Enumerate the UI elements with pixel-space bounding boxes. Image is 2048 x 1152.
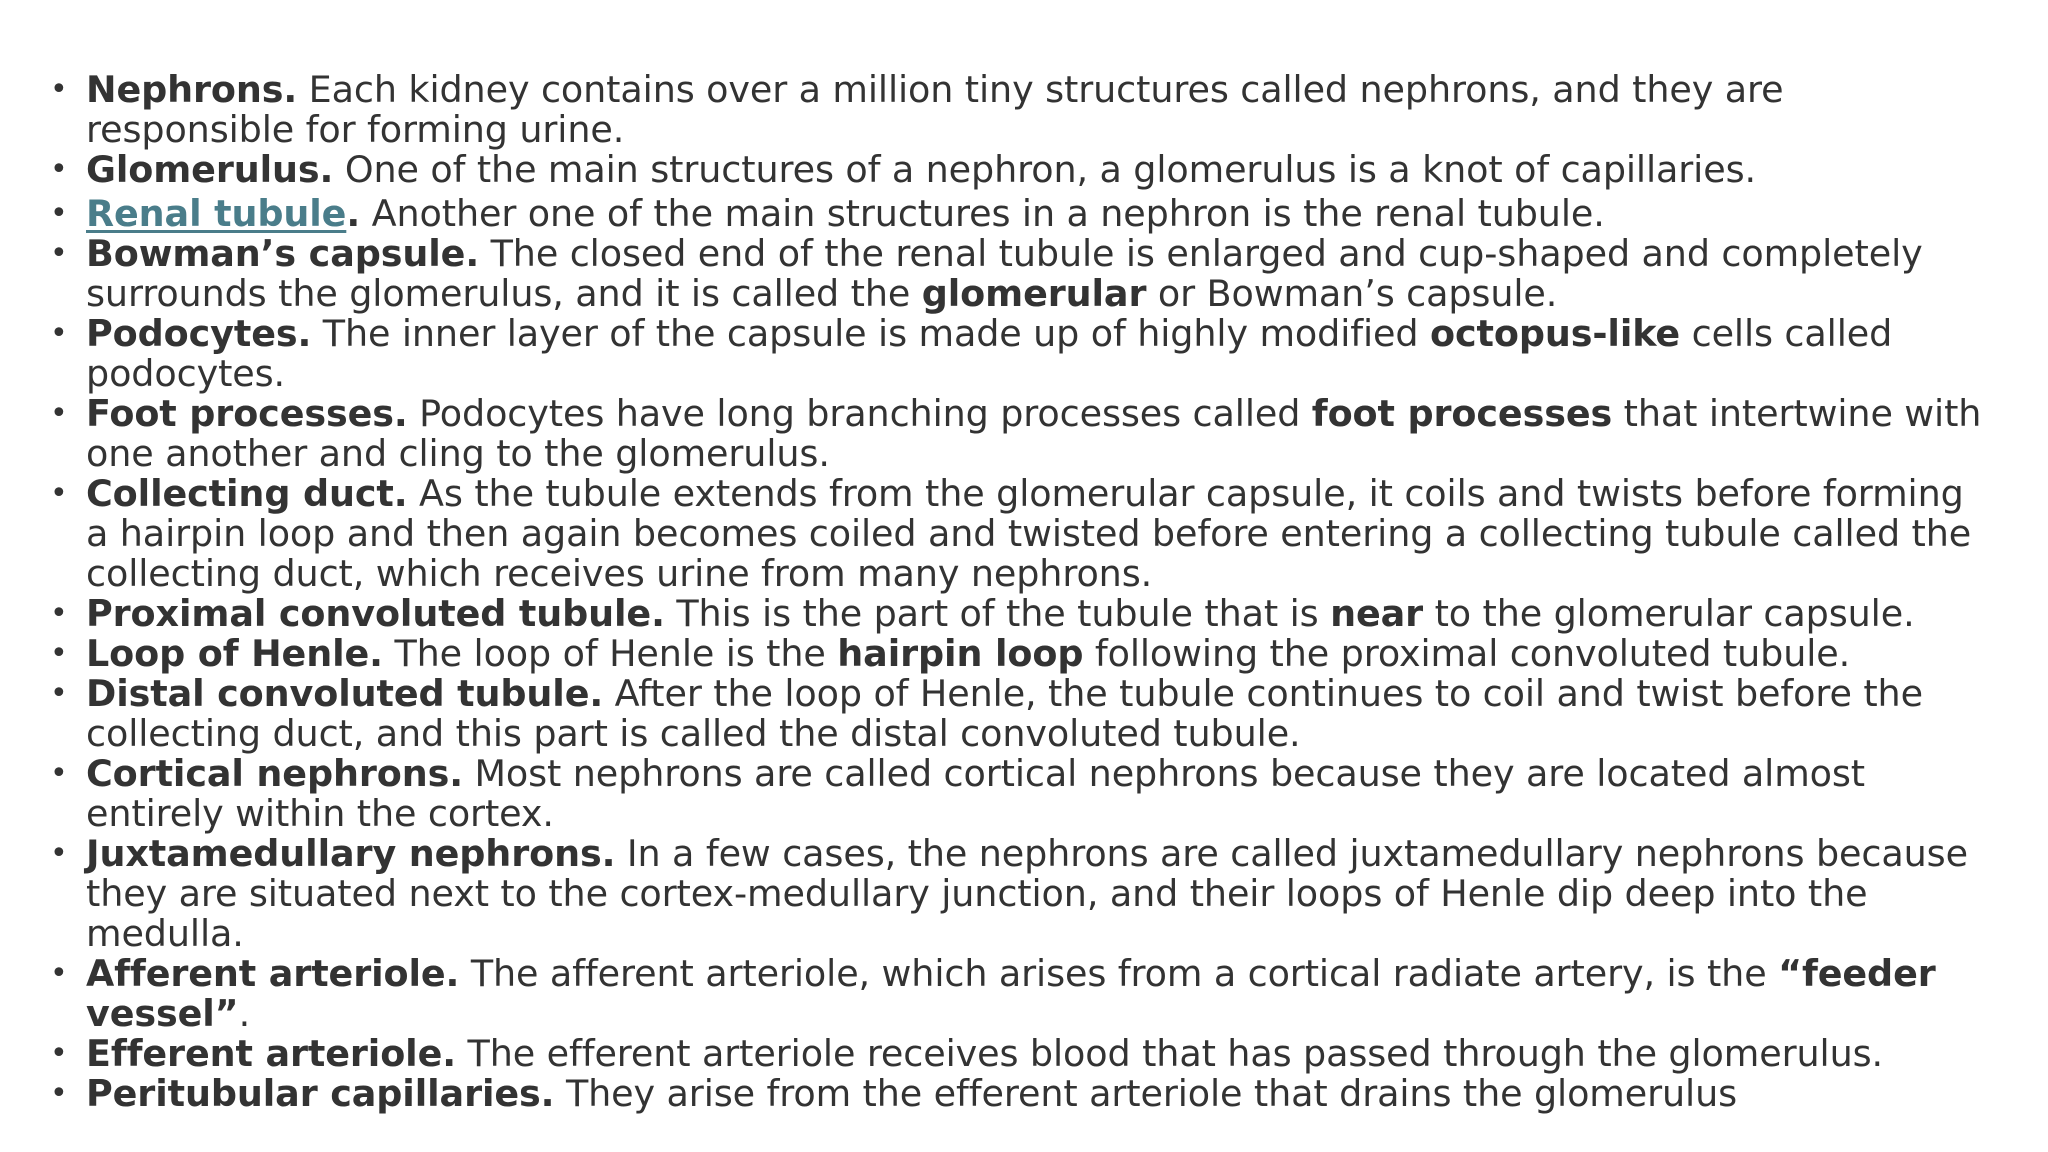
description-foot-processes-a: Podocytes have long branching processes called <box>407 392 1312 435</box>
description-proximal-a: This is the part of the tubule that is <box>664 592 1331 635</box>
description-proximal-b: to the glomerular capsule. <box>1423 592 1915 635</box>
description-efferent: The efferent arteriole receives blood that has passed through the glomerulus. <box>456 1032 1884 1075</box>
term-juxtamedullary-nephrons: Juxtamedullary nephrons. <box>86 832 616 875</box>
term-proximal-convoluted-tubule: Proximal convoluted tubule. <box>86 592 665 635</box>
description-glomerulus: One of the main structures of a nephron, a glomerulus is a knot of capillaries. <box>333 148 1756 191</box>
list-item-distal-convoluted-tubule <box>86 674 1986 754</box>
description-distal: After the loop of Henle, the tubule continues to coil and twist before the collecting duct, and this part is called the distal convoluted tubule. <box>86 672 1923 755</box>
term-afferent-arteriole: Afferent arteriole. <box>86 952 460 995</box>
description-peritubular: They arise from the efferent arteriole that drains the glomerulus <box>554 1072 1738 1115</box>
term-suffix: . <box>346 192 361 235</box>
term-glomerulus: Glomerulus. <box>86 148 334 191</box>
term-foot-processes: Foot processes. <box>86 392 408 435</box>
description-podocytes-a: The inner layer of the capsule is made up of highly modified <box>311 312 1430 355</box>
emphasis-feeder-vessel: “feeder vessel” <box>86 952 1936 1035</box>
emphasis-hairpin-loop: hairpin loop <box>837 632 1084 675</box>
list-item-glomerulus <box>86 150 1986 190</box>
term-peritubular-capillaries: Peritubular capillaries. <box>86 1072 555 1115</box>
list-item-afferent-arteriole <box>86 954 1986 1034</box>
list-item-peritubular-capillaries <box>86 1074 1986 1114</box>
term-collecting-duct: Collecting duct. <box>86 472 408 515</box>
list-item-efferent-arteriole <box>86 1034 1986 1074</box>
description-bowmans-capsule-b: or Bowman’s capsule. <box>1146 272 1558 315</box>
description-collecting-duct: As the tubule extends from the glomerular capsule, it coils and twists before forming a hairpin loop and then again becomes coiled and twisted before entering a collecting tubule called the collecting duct, which receives urine from many nephrons. <box>86 472 1972 595</box>
renal-tubule-link[interactable]: Renal tubule <box>86 192 347 235</box>
emphasis-octopus-like: octopus-like <box>1429 312 1681 355</box>
term-bowmans-capsule: Bowman’s capsule. <box>86 232 480 275</box>
description-afferent-a: The afferent arteriole, which arises from a cortical radiate artery, is the <box>459 952 1779 995</box>
description-foot-processes-b: that intertwine with one another and cling to the glomerulus. <box>86 392 1982 475</box>
description-bowmans-capsule-a: The closed end of the renal tubule is enlarged and cup-shaped and completely surrounds the glomerulus, and it is called the <box>86 232 1923 315</box>
description-loop-b: following the proximal convoluted tubule. <box>1083 632 1851 675</box>
description-juxtamedullary: In a few cases, the nephrons are called juxtamedullary nephrons because they are situated next to the cortex-medullary junction, and their loops of Henle dip deep into the medulla. <box>86 832 1968 955</box>
description-podocytes-b: cells called podocytes. <box>86 312 1893 395</box>
description-cortical: Most nephrons are called cortical nephrons because they are located almost entirely within the cortex. <box>86 752 1866 835</box>
list-item-juxtamedullary-nephrons <box>86 834 1986 954</box>
term-distal-convoluted-tubule: Distal convoluted tubule. <box>86 672 604 715</box>
description-loop-a: The loop of Henle is the <box>382 632 838 675</box>
term-cortical-nephrons: Cortical nephrons. <box>86 752 464 795</box>
list-item-bowmans-capsule <box>86 234 1986 314</box>
term-loop-of-henle: Loop of Henle. <box>86 632 383 675</box>
list-item-renal-tubule <box>86 194 1986 234</box>
list-item-podocytes <box>86 314 1986 394</box>
description-renal-tubule: Another one of the main structures in a nephron is the renal tubule. <box>360 192 1605 235</box>
list-item-collecting-duct <box>86 474 1986 594</box>
list-item-cortical-nephrons <box>86 754 1986 834</box>
list-item-loop-of-henle <box>86 634 1986 674</box>
term-podocytes: Podocytes. <box>86 312 312 355</box>
description-afferent-b: . <box>238 992 251 1035</box>
emphasis-foot-processes: foot processes <box>1311 392 1613 435</box>
emphasis-glomerular: glomerular <box>921 272 1147 315</box>
term-nephrons: Nephrons. <box>86 68 298 111</box>
list-item-nephrons <box>86 70 1986 150</box>
term-efferent-arteriole: Efferent arteriole. <box>86 1032 456 1075</box>
list-item-proximal-convoluted-tubule <box>86 594 1986 634</box>
bullet-list <box>86 70 1986 1114</box>
description-nephrons: Each kidney contains over a million tiny structures called nephrons, and they are responsible for forming urine. <box>86 68 1784 151</box>
emphasis-near: near <box>1330 592 1424 635</box>
list-item-foot-processes <box>86 394 1986 474</box>
